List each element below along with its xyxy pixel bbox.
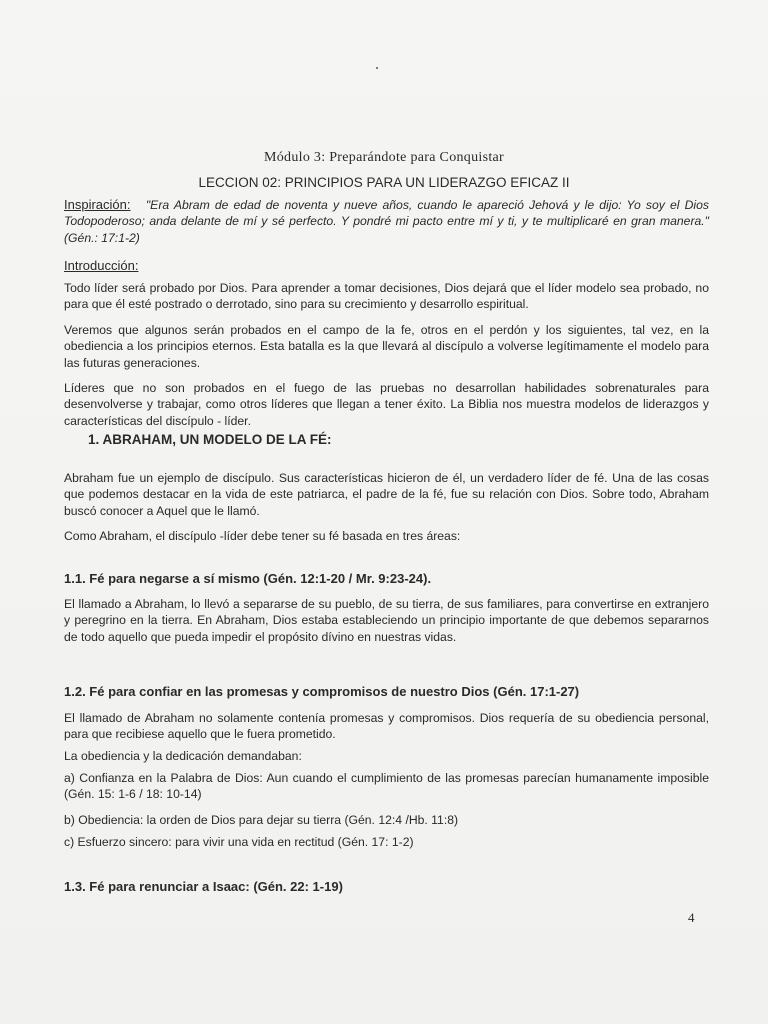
intro-paragraph-3: Líderes que no son probados en el fuego de las pruebas no desarrollan habilidades sobrenaturales para desenvolverse y trabajar, como otros líderes que llegan a tener éxito. La Biblia nos muestra modelos de liderazgos y características del discípulo - líder. [64,381,709,428]
section-1-paragraph-2: Como Abraham, el discípulo -líder debe tener su fé basada en tres áreas: [64,529,461,543]
module-title: Módulo 3: Preparándote para Conquistar [263,150,504,165]
inspiration-paragraph [64,197,709,246]
inspiration-label: Inspiración: [64,197,131,212]
intro-paragraph-2: Veremos que algunos serán probados en el campo de la fe, otros en el perdón y los siguientes, tal vez, en la obediencia a los principios eternos. Esta batalla es la que llevará al discípulo a volverse legítimamente el modelo para las futuras generaciones. [64,323,709,370]
introduction-label: Introducción: [64,258,139,273]
section-1-paragraph-1: Abraham fue un ejemplo de discípulo. Sus características hicieron de él, un verdadero líder de fé. Una de las cosas que podemos destacar en la vida de este patriarca, el padre de la fé, fue su relación con Dios. Sobre todo, Abraham buscó conocer a Aquel que le llamó. [64,471,709,518]
page-number: 4 [688,910,695,925]
list-item-c: c) Esfuerzo sincero: para vivir una vida en rectitud (Gén. 17: 1-2) [64,835,414,849]
inspiration-text: "Era Abram de edad de noventa y nueve años, cuando le apareció Jehová y le dijo: Yo soy el Dios Todopoderoso; anda delante de mí y sé perfecto. Y pondré mi pacto entre mí y ti, y te multiplicaré en gran manera." (Gén.: 17:1-2) [64,198,709,245]
list-item-a: a) Confianza en la Palabra de Dios: Aun cuando el cumplimiento de las promesas parecían humanamente imposible (Gén. 15: 1-6 / 18: 10-14) [64,771,709,802]
obedience-intro: La obediencia y la dedicación demandaban: [64,749,302,763]
scan-speck [376,67,378,69]
subsection-1-3-heading: 1.3. Fé para renunciar a Isaac: (Gén. 22: 1-19) [64,879,343,894]
subsection-1-2-paragraph: El llamado de Abraham no solamente contenía promesas y compromisos. Dios requería de su obediencia personal, para que recibiese aquello que le fuera prometido. [64,711,709,742]
intro-paragraph-1: Todo líder será probado por Dios. Para aprender a tomar decisiones, Dios dejará que el líder modelo sea probado, no para que él esté postrado o derrotado, sino para su crecimiento y desarrollo espiritual. [64,281,709,312]
section-1-heading: 1. ABRAHAM, UN MODELO DE LA FÉ: [88,432,332,447]
subsection-1-2-heading: 1.2. Fé para confiar en las promesas y compromisos de nuestro Dios (Gén. 17:1-27) [64,684,580,699]
list-item-b: b) Obediencia: la orden de Dios para dejar su tierra (Gén. 12:4 /Hb. 11:8) [64,813,459,827]
lesson-title: LECCION 02: PRINCIPIOS PARA UN LIDERAZGO EFICAZ II [198,175,570,190]
subsection-1-1-heading: 1.1. Fé para negarse a sí mismo (Gén. 12:1-20 / Mr. 9:23-24). [64,571,432,586]
subsection-1-1-paragraph: El llamado a Abraham, lo llevó a separarse de su pueblo, de su tierra, de sus familiares, para convertirse en extranjero y peregrino en la tierra. En Abraham, Dios estaba estableciendo un principio importante de que debemos separarnos de todo aquello que pueda impedir el propósito dívino en nuestras vidas. [64,597,709,644]
